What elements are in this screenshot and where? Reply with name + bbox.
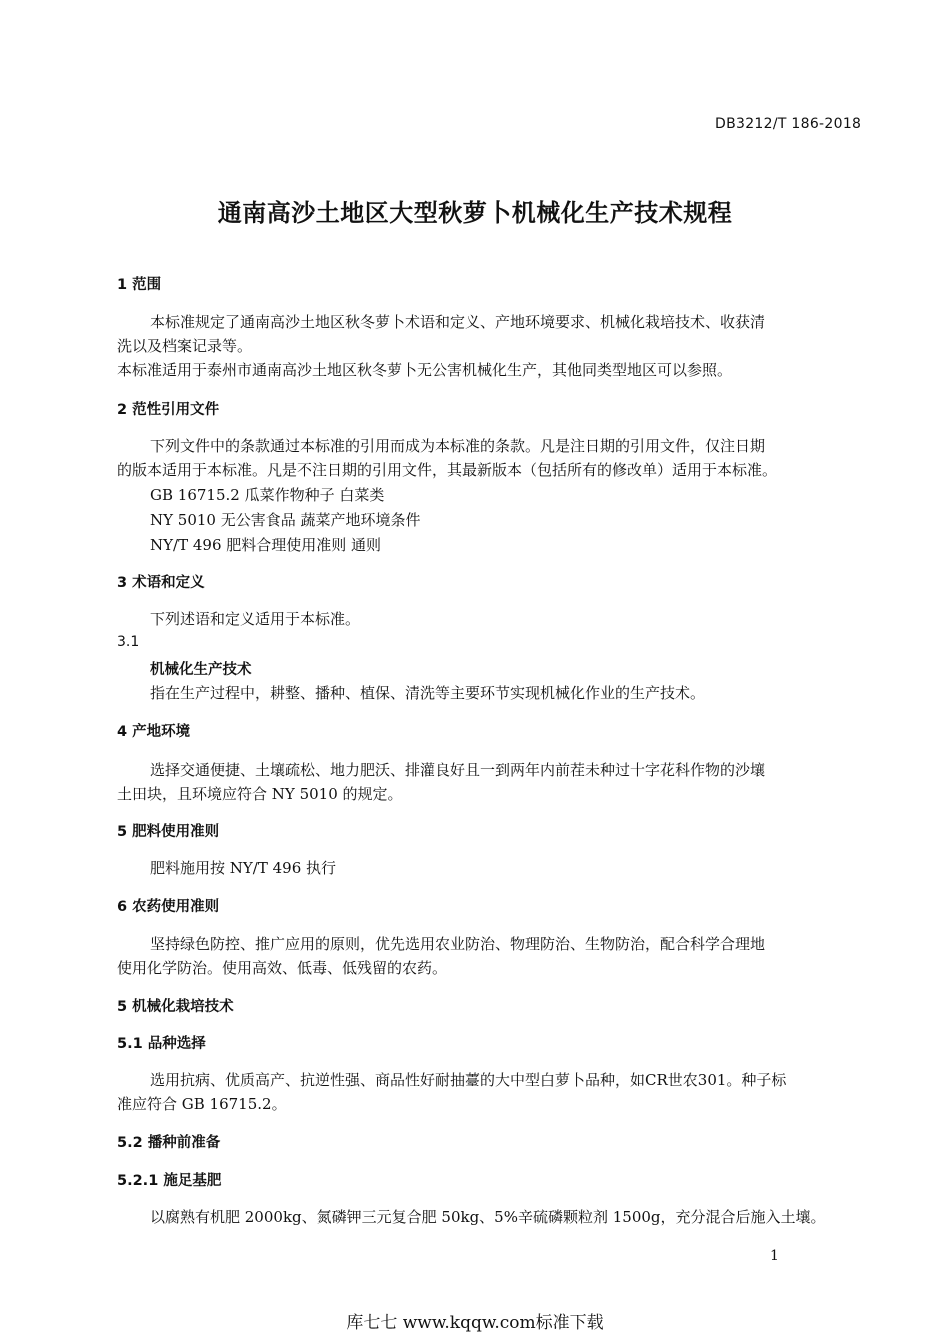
reference-item: NY/T 496 肥料合理使用准则 通则 xyxy=(150,536,382,554)
section-1-heading: 1 范围 xyxy=(117,277,162,293)
term-name: 机械化生产技术 xyxy=(150,662,252,678)
subsection-5-2-1-text: 以腐熟有机肥 2000kg、氮磷钾三元复合肥 50kg、5%辛硫磷颗粒剂 1500g，充分混合后施入土壤。 xyxy=(150,1208,826,1226)
section-4-line1: 选择交通便捷、土壤疏松、地力肥沃、排灌良好且一到两年内前茬未种过十字花科作物的沙壤 xyxy=(150,761,766,779)
section-5-fertilizer-text: 肥料施用按 NY/T 496 执行 xyxy=(150,859,337,877)
section-3-heading: 3 术语和定义 xyxy=(117,575,205,591)
section-4-heading: 4 产地环境 xyxy=(117,724,191,740)
section-1-para2: 本标准适用于泰州市通南高沙土地区秋冬萝卜无公害机械化生产，其他同类型地区可以参照。 xyxy=(117,361,733,379)
subsection-5-2-heading: 5.2 播种前准备 xyxy=(117,1135,221,1151)
page-number: 1 xyxy=(770,1248,779,1264)
subsection-5-2-1-heading: 5.2.1 施足基肥 xyxy=(117,1173,222,1189)
term-number: 3.1 xyxy=(117,634,140,650)
section-6-line2: 使用化学防治。使用高效、低毒、低残留的农药。 xyxy=(117,959,448,977)
subsection-5-1-line1: 选用抗病、优质高产、抗逆性强、商品性好耐抽薹的大中型白萝卜品种，如CR世农301。种子标 xyxy=(150,1071,787,1089)
document-title: 通南高沙土地区大型秋萝卜机械化生产技术规程 xyxy=(217,198,733,227)
section-5-fertilizer-heading: 5 肥料使用准则 xyxy=(117,824,220,840)
reference-item: GB 16715.2 瓜菜作物种子 白菜类 xyxy=(150,486,385,504)
section-1-para1-line2: 洗以及档案记录等。 xyxy=(117,337,253,355)
standard-code: DB3212/T 186-2018 xyxy=(715,116,862,132)
reference-item: NY 5010 无公害食品 蔬菜产地环境条件 xyxy=(150,511,421,529)
subsection-5-1-heading: 5.1 品种选择 xyxy=(117,1036,206,1052)
section-2-para-line1: 下列文件中的条款通过本标准的引用而成为本标准的条款。凡是注日期的引用文件，仅注日期 xyxy=(150,437,766,455)
footer-watermark: 库七七 www.kqqw.com标准下载 xyxy=(346,1313,604,1333)
section-2-para-line2: 的版本适用于本标准。凡是不注日期的引用文件，其最新版本（包括所有的修改单）适用于本标准。 xyxy=(117,461,778,479)
section-2-heading: 2 范性引用文件 xyxy=(117,402,220,418)
term-definition: 指在生产过程中，耕整、播种、植保、清洗等主要环节实现机械化作业的生产技术。 xyxy=(150,684,706,702)
subsection-5-1-line2: 准应符合 GB 16715.2。 xyxy=(117,1095,287,1113)
section-4-line2: 土田块，且环境应符合 NY 5010 的规定。 xyxy=(117,785,403,803)
section-6-line1: 坚持绿色防控、推广应用的原则，优先选用农业防治、物理防治、生物防治，配合科学合理地 xyxy=(150,935,766,953)
section-6-heading: 6 农药使用准则 xyxy=(117,899,220,915)
section-1-para1-line1: 本标准规定了通南高沙土地区秋冬萝卜术语和定义、产地环境要求、机械化栽培技术、收获清 xyxy=(150,313,766,331)
section-3-intro: 下列述语和定义适用于本标准。 xyxy=(150,610,361,628)
section-5-cultivation-heading: 5 机械化栽培技术 xyxy=(117,999,234,1015)
